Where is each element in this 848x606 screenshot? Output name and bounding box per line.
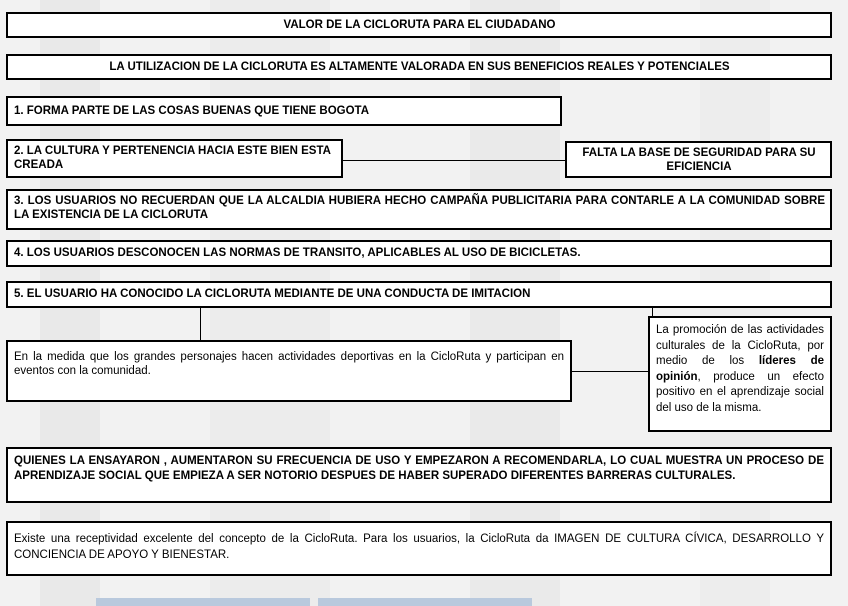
note-right-text bbox=[656, 324, 824, 414]
subtitle-box bbox=[6, 54, 832, 80]
item-text-4: 4. LOS USUARIOS DESCONOCEN LAS NORMAS DE TRANSITO, APLICABLES AL USO DE BICICLETAS. bbox=[14, 247, 581, 260]
item-box-3 bbox=[6, 189, 832, 230]
connector-line bbox=[200, 307, 201, 343]
side-note-text: FALTA LA BASE DE SEGURIDAD PARA SU EFICIENCIA bbox=[582, 147, 816, 174]
title-text: VALOR DE LA CICLORUTA PARA EL CIUDADANO bbox=[283, 18, 556, 31]
connector-line bbox=[570, 371, 652, 372]
subtitle-text: LA UTILIZACION DE LA CICLORUTA ES ALTAMENTE VALORADA EN SUS BENEFICIOS REALES Y POTENCIALES bbox=[109, 60, 730, 73]
closing-box bbox=[6, 521, 832, 576]
footer-strip-segment bbox=[318, 598, 532, 606]
item-box-5 bbox=[6, 281, 832, 308]
title-box bbox=[6, 12, 832, 38]
note-left-box bbox=[6, 340, 572, 402]
side-note-box bbox=[565, 141, 832, 178]
item-box-1 bbox=[6, 96, 562, 126]
note-right-box bbox=[648, 316, 832, 432]
connector-line bbox=[343, 160, 565, 161]
note-left-text: En la medida que los grandes personajes hacen actividades deportivas en la CicloRuta y participan en eventos con la comunidad. bbox=[14, 351, 564, 378]
conclusion-text: QUIENES LA ENSAYARON , AUMENTARON SU FRECUENCIA DE USO Y EMPEZARON A RECOMENDARLA, LO CUAL MUESTRA UN PROCESO DE APRENDIZAJE SOCIAL QUE EMPIEZA A SER NOTORIO DESPUES DE HABER SUPERADO DIFERENTES BARRERAS CULTURALES. bbox=[14, 455, 824, 482]
item-box-4 bbox=[6, 240, 832, 267]
note-right-part2: , produce un efecto positivo en el aprendizaje social del uso de la misma. bbox=[656, 370, 824, 414]
note-right-emphasis: líderes de opinión bbox=[656, 355, 824, 383]
item-text-5: 5. EL USUARIO HA CONOCIDO LA CICLORUTA MEDIANTE DE UNA CONDUCTA DE IMITACION bbox=[14, 288, 531, 301]
item-text-3: 3. LOS USUARIOS NO RECUERDAN QUE LA ALCALDIA HUBIERA HECHO CAMPAÑA PUBLICITARIA PARA CONTARLE A LA COMUNIDAD SOBRE LA EXISTENCIA DE LA CICLORUTA bbox=[14, 195, 825, 222]
closing-text: Existe una receptividad excelente del concepto de la CicloRuta. Para los usuarios, la CicloRuta da IMAGEN DE CULTURA CÍVICA, DESARROLLO Y CONCIENCIA DE APOYO Y BIENESTAR. bbox=[14, 533, 824, 561]
item-text-2: 2. LA CULTURA Y PERTENENCIA HACIA ESTE BIEN ESTA CREADA bbox=[14, 145, 331, 172]
item-text-1: 1. FORMA PARTE DE LAS COSAS BUENAS QUE TIENE BOGOTA bbox=[14, 104, 370, 117]
footer-strip-segment bbox=[96, 598, 310, 606]
item-box-2 bbox=[6, 139, 343, 178]
conclusion-box bbox=[6, 447, 832, 503]
footer-strip bbox=[0, 598, 848, 606]
note-right-part1: La promoción de las actividades culturales de la CicloRuta, por medio de los bbox=[656, 324, 824, 368]
